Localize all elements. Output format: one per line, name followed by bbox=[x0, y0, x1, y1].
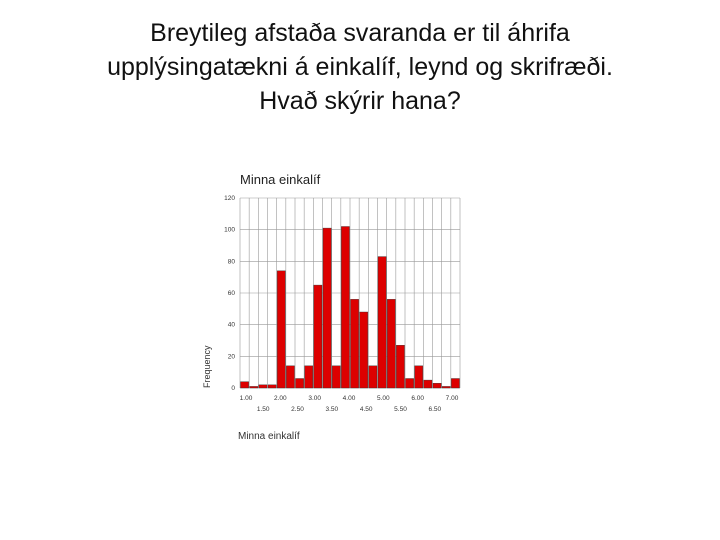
x-tick-label: 7.00 bbox=[445, 395, 459, 402]
slide-title-line-1: Breytileg afstaða svaranda er til áhrifa bbox=[150, 19, 570, 47]
y-tick-label: 0 bbox=[231, 385, 235, 392]
histogram-chart bbox=[190, 165, 480, 455]
x-axis-title: Minna einkalíf bbox=[238, 431, 300, 442]
slide-title bbox=[40, 16, 680, 118]
histogram-bar bbox=[369, 366, 377, 388]
histogram-bar bbox=[415, 366, 423, 388]
x-tick-label: 5.50 bbox=[394, 406, 407, 413]
histogram-bar bbox=[277, 271, 285, 388]
histogram-bar bbox=[241, 382, 249, 388]
x-tick-label: 2.50 bbox=[291, 406, 304, 413]
x-tick-label: 5.00 bbox=[377, 395, 390, 402]
y-tick-label: 20 bbox=[227, 353, 235, 361]
y-axis-ticks bbox=[224, 195, 235, 392]
histogram-bar bbox=[387, 299, 395, 388]
x-tick-label: 6.50 bbox=[428, 406, 442, 413]
y-tick-label: 100 bbox=[224, 226, 235, 234]
y-axis-title: Frequency bbox=[202, 345, 212, 388]
histogram-bar bbox=[442, 386, 450, 388]
x-tick-label: 2.00 bbox=[274, 395, 287, 402]
histogram-bar bbox=[296, 379, 304, 389]
chart-grid bbox=[240, 198, 460, 388]
y-tick-label: 60 bbox=[227, 290, 235, 297]
histogram-bar bbox=[451, 379, 459, 389]
histogram-bar bbox=[424, 380, 432, 388]
x-tick-label: 3.50 bbox=[325, 406, 339, 413]
histogram-bar bbox=[314, 285, 322, 388]
x-tick-label: 1.00 bbox=[239, 395, 253, 402]
histogram-bar bbox=[406, 379, 414, 389]
chart-title: Minna einkalíf bbox=[240, 172, 321, 187]
x-tick-label: 6.00 bbox=[411, 395, 424, 402]
histogram-bar bbox=[378, 257, 386, 388]
histogram-bar bbox=[305, 366, 313, 388]
histogram-bar bbox=[268, 385, 276, 388]
histogram-bar bbox=[433, 383, 441, 388]
histogram-bar bbox=[351, 299, 359, 388]
histogram-bar bbox=[332, 366, 340, 388]
histogram-bar bbox=[250, 386, 258, 388]
slide-title-line-3: Hvað skýrir hana? bbox=[259, 87, 461, 115]
histogram-bar bbox=[286, 366, 294, 388]
histogram-bar bbox=[396, 345, 404, 388]
histogram-bar bbox=[323, 228, 331, 388]
histogram-bar bbox=[341, 227, 349, 389]
x-tick-label: 3.00 bbox=[308, 395, 321, 402]
histogram-bar bbox=[259, 385, 267, 388]
slide-title-line-2: upplýsingatækni á einkalíf, leynd og skrifræði. bbox=[107, 53, 613, 81]
histogram-bar bbox=[360, 312, 368, 388]
x-tick-label: 4.00 bbox=[342, 395, 356, 402]
y-tick-label: 40 bbox=[227, 321, 235, 329]
y-tick-label: 120 bbox=[224, 195, 235, 202]
x-tick-label: 1.50 bbox=[256, 406, 270, 413]
x-axis-ticks bbox=[240, 395, 459, 413]
x-tick-label: 4.50 bbox=[359, 406, 373, 413]
y-tick-label: 80 bbox=[227, 258, 235, 266]
